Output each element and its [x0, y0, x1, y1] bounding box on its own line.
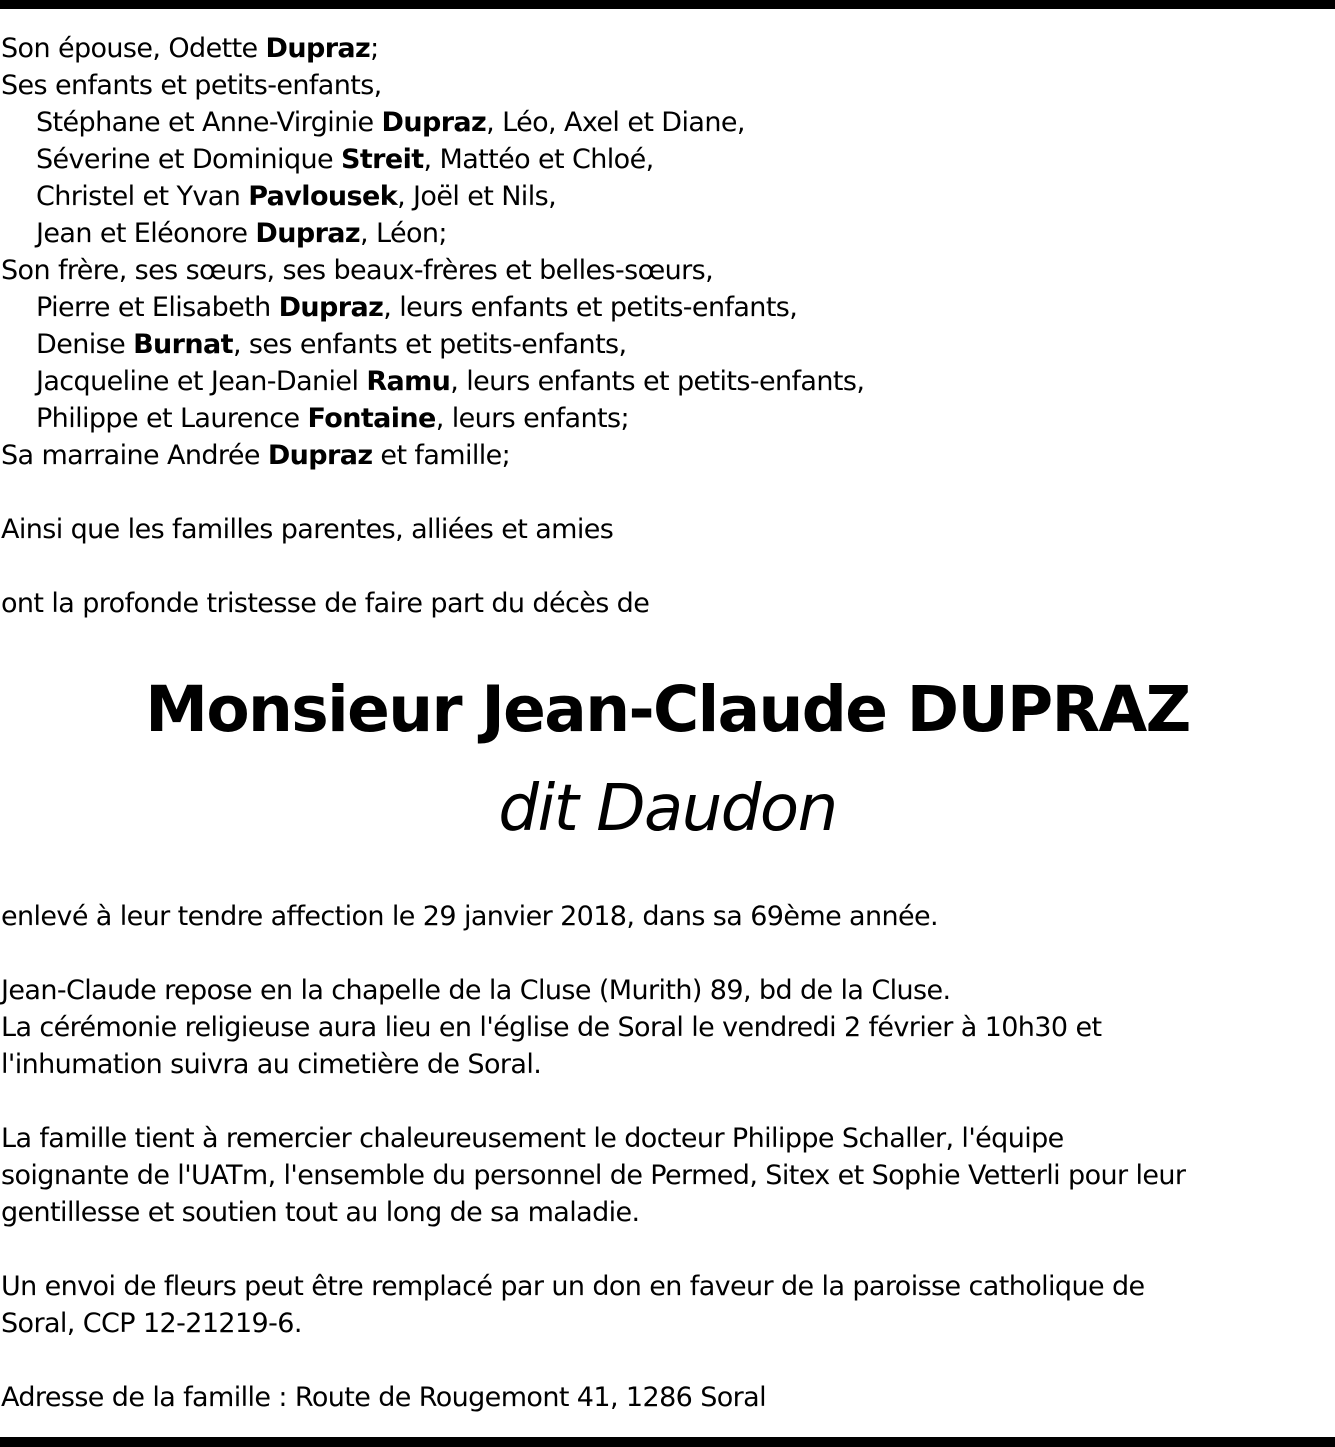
deceased-name: Monsieur Jean-Claude DUPRAZ — [145, 673, 1190, 746]
sibling-prefix: Denise — [36, 329, 134, 360]
sibling-prefix: Philippe et Laurence — [36, 403, 308, 434]
sibling-suffix: , leurs enfants et petits-enfants, — [450, 366, 865, 397]
children-heading: Ses enfants et petits-enfants, — [1, 70, 382, 101]
child-line — [1, 104, 1331, 141]
announcement-line: ont la profonde tristesse de faire part du décès de — [1, 588, 650, 619]
sibling-suffix: , ses enfants et petits-enfants, — [232, 329, 627, 360]
sibling-line — [1, 289, 1331, 326]
ceremony-line: l'inhumation suivra au cimetière de Soral. — [1, 1049, 542, 1080]
donation-line: Un envoi de fleurs peut être remplacé par un don en faveur de la paroisse catholique de — [1, 1271, 1145, 1302]
child-surname: Streit — [341, 144, 424, 175]
spacer — [1, 1342, 1331, 1379]
child-surname: Dupraz — [255, 218, 361, 249]
announcement-details — [1, 898, 1331, 1416]
godmother-line — [1, 437, 1331, 474]
sibling-surname: Fontaine — [307, 403, 436, 434]
family-list — [1, 30, 1331, 622]
sibling-suffix: , leurs enfants; — [435, 403, 629, 434]
spacer — [1, 548, 1331, 585]
child-prefix: Jean et Eléonore — [36, 218, 256, 249]
extended-families-line: Ainsi que les familles parentes, alliées et amies — [1, 514, 614, 545]
donation-line: Soral, CCP 12-21219-6. — [1, 1308, 302, 1339]
sibling-line — [1, 363, 1331, 400]
child-prefix: Séverine et Dominique — [36, 144, 341, 175]
bottom-border-rule — [0, 1437, 1335, 1447]
sibling-line — [1, 326, 1331, 363]
spacer — [1, 1083, 1331, 1120]
godmother-surname: Dupraz — [267, 440, 373, 471]
child-line — [1, 215, 1331, 252]
godmother-prefix: Sa marraine Andrée — [1, 440, 268, 471]
child-suffix: , Joël et Nils, — [397, 181, 557, 212]
sibling-prefix: Jacqueline et Jean-Daniel — [36, 366, 367, 397]
child-surname: Pavlousek — [248, 181, 398, 212]
sibling-surname: Dupraz — [278, 292, 384, 323]
child-suffix: , Mattéo et Chloé, — [423, 144, 654, 175]
thanks-line: La famille tient à remercier chaleureusement le docteur Philippe Schaller, l'équipe — [1, 1123, 1064, 1154]
child-line — [1, 141, 1331, 178]
child-line — [1, 178, 1331, 215]
top-border-rule — [0, 0, 1335, 9]
thanks-line: gentillesse et soutien tout au long de sa maladie. — [1, 1197, 640, 1228]
death-line: enlevé à leur tendre affection le 29 janvier 2018, dans sa 69ème année. — [1, 901, 939, 932]
child-surname: Dupraz — [381, 107, 487, 138]
spacer — [1, 474, 1331, 511]
sibling-line — [1, 400, 1331, 437]
child-suffix: , Léon; — [360, 218, 447, 249]
sibling-prefix: Pierre et Elisabeth — [36, 292, 279, 323]
sibling-surname: Burnat — [133, 329, 233, 360]
spouse-surname: Dupraz — [265, 33, 371, 64]
spouse-prefix: Son épouse, Odette — [1, 33, 266, 64]
spacer — [1, 935, 1331, 972]
spouse-suffix: ; — [370, 33, 379, 64]
child-prefix: Christel et Yvan — [36, 181, 249, 212]
spouse-line — [1, 30, 1331, 67]
spacer — [1, 1231, 1331, 1268]
child-suffix: , Léo, Axel et Diane, — [486, 107, 745, 138]
sibling-suffix: , leurs enfants et petits-enfants, — [383, 292, 798, 323]
deceased-nickname: dit Daudon — [498, 772, 837, 846]
ceremony-line: Jean-Claude repose en la chapelle de la Cluse (Murith) 89, bd de la Cluse. — [1, 975, 951, 1006]
sibling-surname: Ramu — [366, 366, 451, 397]
family-address: Adresse de la famille : Route de Rougemont 41, 1286 Soral — [1, 1382, 767, 1413]
siblings-heading: Son frère, ses sœurs, ses beaux-frères et belles-sœurs, — [1, 255, 714, 286]
thanks-line: soignante de l'UATm, l'ensemble du personnel de Permed, Sitex et Sophie Vetterli pour leur — [1, 1160, 1186, 1191]
child-prefix: Stéphane et Anne-Virginie — [36, 107, 382, 138]
ceremony-line: La cérémonie religieuse aura lieu en l'église de Soral le vendredi 2 février à 10h30 et — [1, 1012, 1102, 1043]
godmother-suffix: et famille; — [372, 440, 511, 471]
